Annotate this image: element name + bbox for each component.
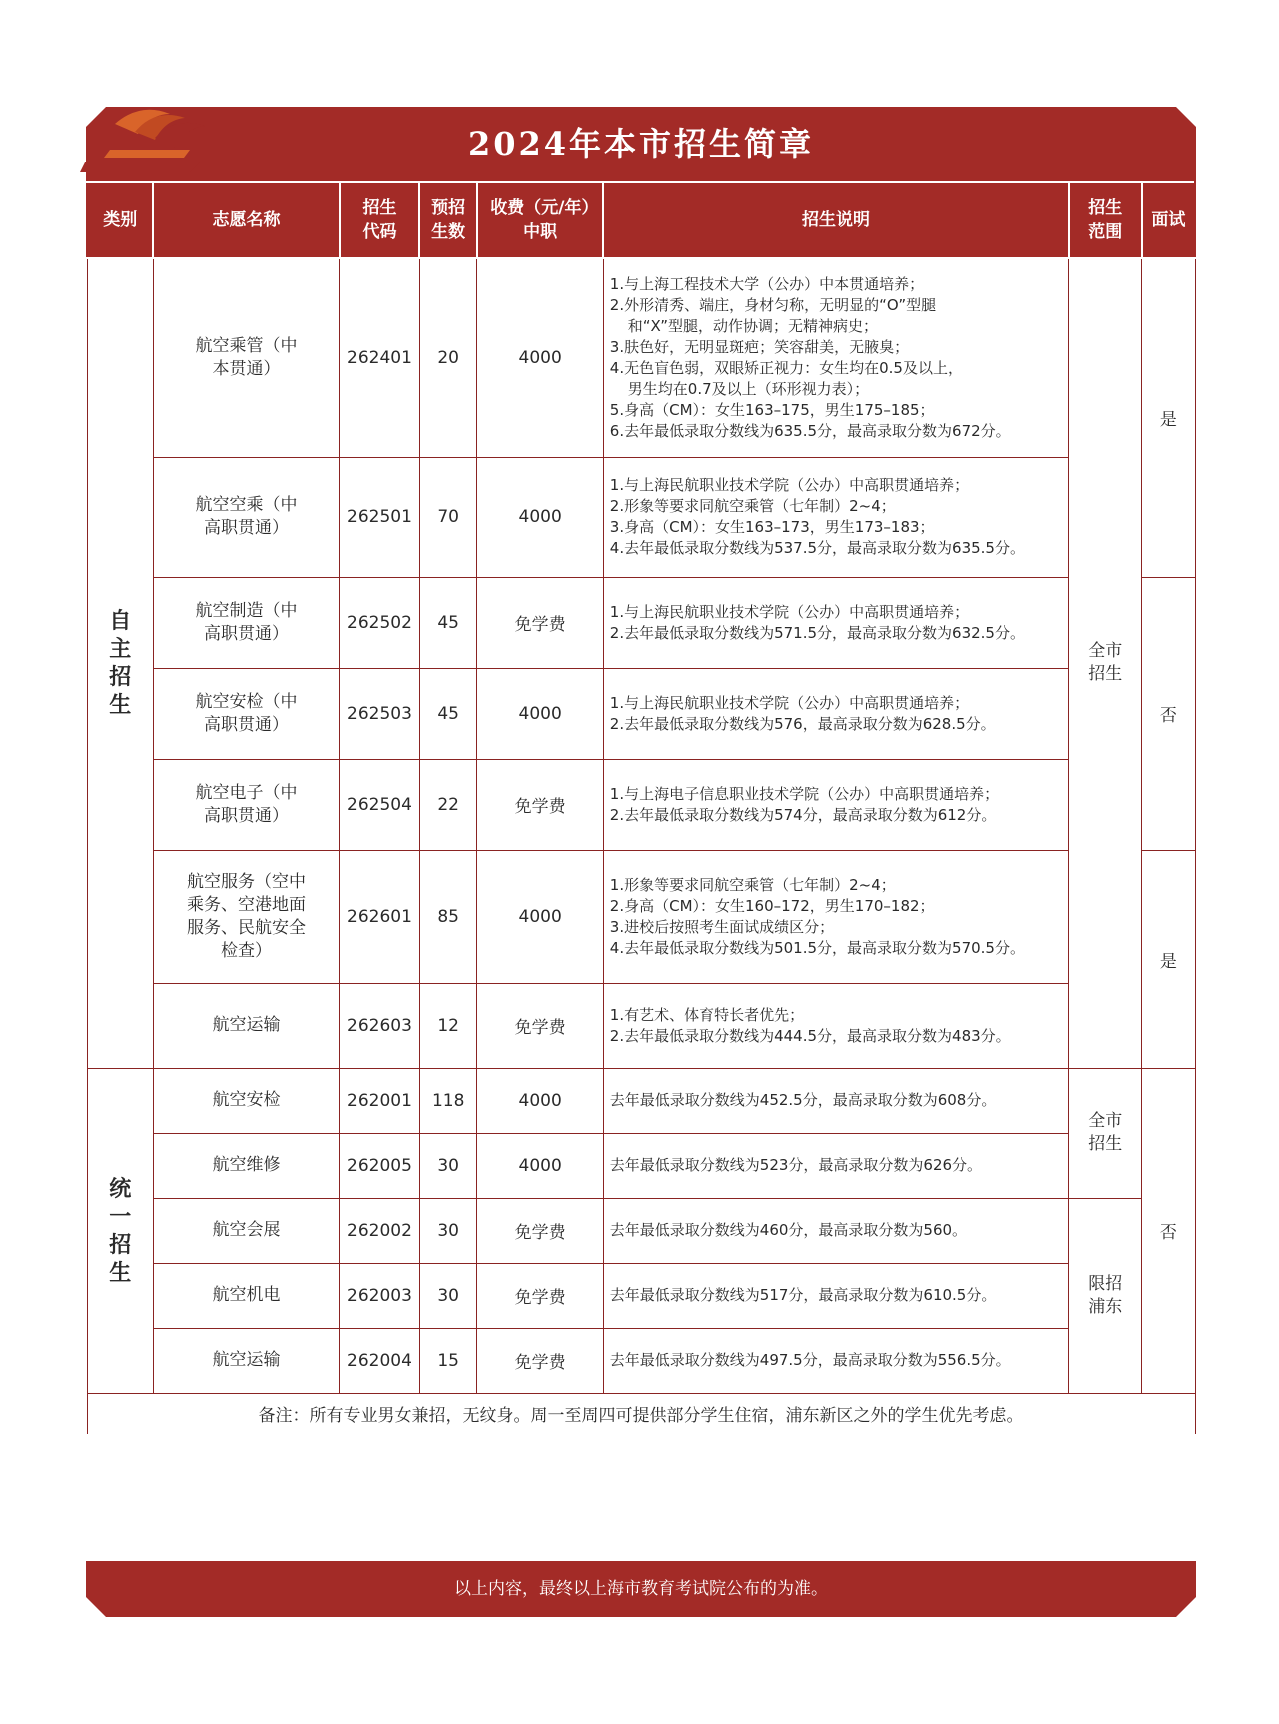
program-desc: 1.与上海民航职业技术学院（公办）中高职贯通培养； 2.去年最低录取分数线为576，最高录取分数为628.5分。 [603, 668, 1068, 759]
program-plan: 30 [419, 1198, 477, 1263]
program-code: 262002 [340, 1198, 420, 1263]
program-desc: 去年最低录取分数线为497.5分，最高录取分数为556.5分。 [603, 1328, 1068, 1393]
scope-pudong: 限招浦东 [1069, 1198, 1142, 1393]
program-plan: 118 [419, 1068, 477, 1133]
interview-no: 否 [1142, 577, 1195, 850]
col-category: 类别 [87, 182, 153, 258]
school-logo-icon [80, 104, 215, 178]
program-desc: 去年最低录取分数线为523分，最高录取分数为626分。 [603, 1133, 1068, 1198]
program-name: 航空安检（中高职贯通） [153, 668, 339, 759]
footnote: 备注：所有专业男女兼招，无纹身。周一至周四可提供部分学生住宿，浦东新区之外的学生优先考虑。 [87, 1393, 1195, 1434]
disclaimer-text: 以上内容，最终以上海市教育考试院公布的为准。 [454, 1579, 828, 1599]
program-fee: 免学费 [477, 983, 603, 1068]
note-row [87, 1393, 1195, 1434]
table-row [87, 1263, 1195, 1328]
program-plan: 12 [419, 983, 477, 1068]
program-fee: 免学费 [477, 1198, 603, 1263]
table-row [87, 1068, 1195, 1133]
table-row [87, 759, 1195, 850]
program-desc: 去年最低录取分数线为460分，最高录取分数为560。 [603, 1198, 1068, 1263]
program-code: 262502 [340, 577, 420, 668]
col-scope: 招生范围 [1069, 182, 1142, 258]
table-row [87, 1198, 1195, 1263]
program-name: 航空机电 [153, 1263, 339, 1328]
program-desc: 1.形象等要求同航空乘管（七年制）2~4； 2.身高（CM）：女生160–172，男生170–182； 3.进校后按照考生面试成绩区分； 4.去年最低录取分数线为501.5分，最高录取分数为570.5分。 [603, 850, 1068, 983]
table-row [87, 457, 1195, 577]
col-fee: 收费（元/年）中职 [477, 182, 603, 258]
category-unified: 统一招生 [87, 1068, 153, 1393]
table-row [87, 577, 1195, 668]
program-desc: 1.与上海民航职业技术学院（公办）中高职贯通培养； 2.去年最低录取分数线为571.5分，最高录取分数为632.5分。 [603, 577, 1068, 668]
col-desc: 招生说明 [603, 182, 1068, 258]
program-plan: 15 [419, 1328, 477, 1393]
program-code: 262603 [340, 983, 420, 1068]
program-code: 262005 [340, 1133, 420, 1198]
table-row [87, 258, 1195, 457]
scope-city: 全市招生 [1069, 1068, 1142, 1198]
program-name: 航空运输 [153, 1328, 339, 1393]
program-fee: 免学费 [477, 1263, 603, 1328]
program-fee: 4000 [477, 457, 603, 577]
table-row [87, 1133, 1195, 1198]
program-plan: 30 [419, 1133, 477, 1198]
program-name: 航空制造（中高职贯通） [153, 577, 339, 668]
program-name: 航空电子（中高职贯通） [153, 759, 339, 850]
program-name: 航空运输 [153, 983, 339, 1068]
program-desc: 1.与上海电子信息职业技术学院（公办）中高职贯通培养； 2.去年最低录取分数线为574分，最高录取分数为612分。 [603, 759, 1068, 850]
category-self: 自主招生 [87, 258, 153, 1068]
program-code: 262601 [340, 850, 420, 983]
program-fee: 4000 [477, 1068, 603, 1133]
program-desc: 1.与上海工程技术大学（公办）中本贯通培养； 2.外形清秀、端庄，身材匀称，无明显的“O”型腿 和“X”型腿，动作协调；无精神病史； 3.肤色好，无明显斑疤；笑容甜美，无腋臭； 4.无色盲色弱，双眼矫正视力：女生均在0.5及以上， 男生均在0.7及以上（环形视力表）； 5.身高（CM）：女生163–175，男生175–185； 6.去年最低录取分数线为635.5分，最高录取分数为672分。 [603, 258, 1068, 457]
program-plan: 22 [419, 759, 477, 850]
program-plan: 85 [419, 850, 477, 983]
program-fee: 4000 [477, 850, 603, 983]
program-fee: 4000 [477, 668, 603, 759]
admissions-table-frame [86, 181, 1196, 1521]
disclaimer-banner [86, 1561, 1196, 1617]
program-fee: 免学费 [477, 1328, 603, 1393]
interview-yes: 是 [1142, 850, 1195, 1068]
program-name: 航空乘管（中本贯通） [153, 258, 339, 457]
scope-city: 全市招生 [1069, 258, 1142, 1068]
program-name: 航空安检 [153, 1068, 339, 1133]
col-interview: 面试 [1142, 182, 1195, 258]
program-desc: 1.与上海民航职业技术学院（公办）中高职贯通培养； 2.形象等要求同航空乘管（七年制）2~4； 3.身高（CM）：女生163–173，男生173–183； 4.去年最低录取分数线为537.5分，最高录取分数为635.5分。 [603, 457, 1068, 577]
program-code: 262501 [340, 457, 420, 577]
program-code: 262503 [340, 668, 420, 759]
program-code: 262004 [340, 1328, 420, 1393]
program-desc: 去年最低录取分数线为452.5分，最高录取分数为608分。 [603, 1068, 1068, 1133]
program-name: 航空会展 [153, 1198, 339, 1263]
program-name: 航空空乘（中高职贯通） [153, 457, 339, 577]
table-row [87, 983, 1195, 1068]
program-code: 262504 [340, 759, 420, 850]
table-row [87, 850, 1195, 983]
title-banner [86, 107, 1196, 181]
program-fee: 免学费 [477, 759, 603, 850]
program-name: 航空维修 [153, 1133, 339, 1198]
program-plan: 45 [419, 668, 477, 759]
interview-yes: 是 [1142, 258, 1195, 577]
program-plan: 20 [419, 258, 477, 457]
program-desc: 去年最低录取分数线为517分，最高录取分数为610.5分。 [603, 1263, 1068, 1328]
page-title: 2024年本市招生简章 [467, 125, 815, 163]
program-desc: 1.有艺术、体育特长者优先； 2.去年最低录取分数线为444.5分，最高录取分数为483分。 [603, 983, 1068, 1068]
admissions-table [86, 181, 1196, 1434]
interview-no: 否 [1142, 1068, 1195, 1393]
table-header-row [87, 182, 1195, 258]
table-row [87, 668, 1195, 759]
col-code: 招生代码 [340, 182, 420, 258]
program-plan: 45 [419, 577, 477, 668]
program-name: 航空服务（空中乘务、空港地面服务、民航安全检查） [153, 850, 339, 983]
program-code: 262003 [340, 1263, 420, 1328]
program-plan: 30 [419, 1263, 477, 1328]
program-fee: 4000 [477, 1133, 603, 1198]
table-row [87, 1328, 1195, 1393]
program-plan: 70 [419, 457, 477, 577]
program-fee: 4000 [477, 258, 603, 457]
program-code: 262001 [340, 1068, 420, 1133]
col-name: 志愿名称 [153, 182, 339, 258]
program-code: 262401 [340, 258, 420, 457]
program-fee: 免学费 [477, 577, 603, 668]
col-plan: 预招生数 [419, 182, 477, 258]
